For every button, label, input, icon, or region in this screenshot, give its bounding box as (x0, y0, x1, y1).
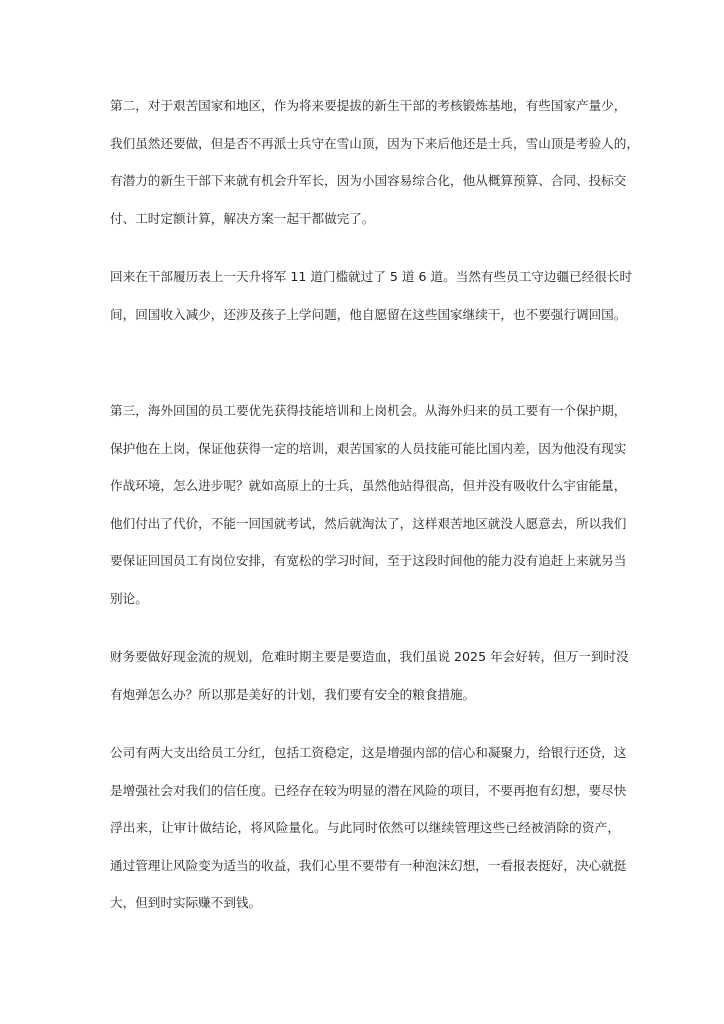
paragraph-second-point (110, 87, 639, 237)
text-line: 财务要做好现金流的规划，危难时期主要是要造血，我们虽说 2025 年会好转，但万一到时没 (110, 649, 629, 664)
paragraph-promotion (110, 258, 633, 333)
text-line: 大，但到时实际赚不到钱。 (110, 895, 262, 910)
paragraph-expenditures (110, 734, 627, 922)
text-line: 浮出来，让审计做结论，将风险量化。与此同时依然可以继续管理这些已经被消除的资产， (110, 820, 620, 835)
paragraph-cash-flow (110, 638, 629, 713)
text-line: 别论。 (110, 590, 148, 606)
text-line: 第三，海外回国的员工要优先获得技能培训和上岗机会。从海外归来的员工要有一个保护期， (110, 403, 627, 418)
text-line: 他们付出了代价，不能一回国就考试，然后就淘汰了，这样艰苦地区就没人愿意去，所以我们 (110, 515, 627, 531)
text-line: 回来在干部履历表上一天升将军 11 道门槛就过了 5 道 6 道。当然有些员工守边疆已经很长时 (110, 269, 633, 284)
text-line: 是增强社会对我们的信任度。已经存在较为明显的潜在风险的项目，不要再抱有幻想，要尽快 (110, 782, 627, 798)
text-line: 有潜力的新生干部下来就有机会升军长，因为小国容易综合化，他从概算预算、合同、投标交 (110, 173, 627, 188)
text-line: 我们虽然还要做，但是否不再派士兵守在雪山顶，因为下来后他还是士兵，雪山顶是考验人的， (110, 135, 639, 151)
text-line: 要保证回国员工有岗位安排，有宽松的学习时间，至于这段时间他的能力没有追赶上来就另当 (110, 553, 627, 568)
text-line: 间，回国收入减少，还涉及孩子上学问题，他自愿留在这些国家继续干，也不要强行调回国。 (110, 306, 627, 322)
text-line: 有炮弹怎么办？所以那是美好的计划，我们要有安全的粮食措施。 (110, 686, 476, 702)
text-line: 第二，对于艰苦国家和地区，作为将来要提拔的新生干部的考核锻炼基地，有些国家产量少， (110, 98, 627, 113)
text-line: 作战环境，怎么进步呢？就如高原上的士兵，虽然他站得很高，但并没有吸收什么宇宙能量， (110, 478, 627, 493)
text-line: 保护他在上岗，保证他获得一定的培训，艰苦国家的人员技能可能比国内差，因为他没有现实 (110, 440, 627, 456)
text-line: 公司有两大支出给员工分红，包括工资稳定，这是增强内部的信心和凝聚力，给银行还贷，这 (110, 745, 627, 760)
text-line: 付、工时定额计算，解决方案一起干都做完了。 (110, 210, 375, 226)
paragraph-third-point (110, 392, 627, 617)
text-line: 通过管理让风险变为适当的收益，我们心里不要带有一种泡沫幻想，一看报表挺好，决心就挺 (110, 857, 627, 873)
